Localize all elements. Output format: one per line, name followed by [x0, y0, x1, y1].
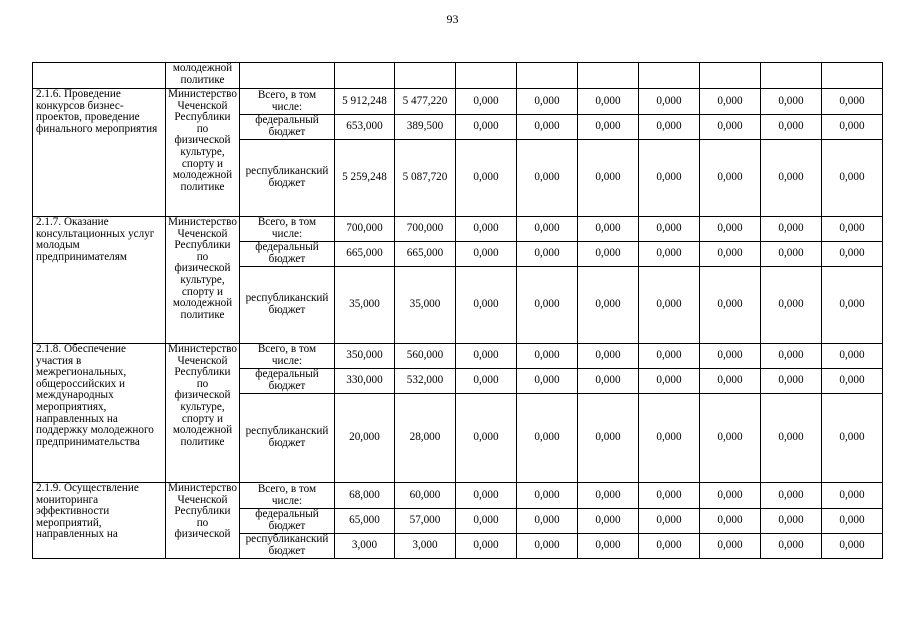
value-cell: 0,000 — [455, 267, 516, 344]
value-cell: 665,000 — [334, 242, 394, 267]
value-cell: 0,000 — [638, 509, 699, 534]
empty-cell — [760, 63, 821, 89]
funding-source-cell: республиканский бюджет — [239, 534, 334, 559]
value-cell: 0,000 — [699, 483, 760, 509]
value-cell: 0,000 — [821, 534, 882, 559]
value-cell: 0,000 — [516, 509, 577, 534]
value-cell: 0,000 — [455, 140, 516, 217]
empty-cell — [699, 63, 760, 89]
table-row — [33, 217, 883, 242]
value-cell: 0,000 — [638, 344, 699, 369]
value-cell: 0,000 — [577, 140, 638, 217]
value-cell: 665,000 — [394, 242, 455, 267]
value-cell: 0,000 — [516, 483, 577, 509]
table-row — [33, 344, 883, 369]
value-cell: 0,000 — [516, 89, 577, 115]
empty-cell — [455, 63, 516, 89]
funding-source-cell: федеральный бюджет — [239, 242, 334, 267]
value-cell: 0,000 — [577, 242, 638, 267]
empty-cell — [638, 63, 699, 89]
value-cell: 60,000 — [394, 483, 455, 509]
value-cell: 0,000 — [760, 394, 821, 483]
value-cell: 700,000 — [334, 217, 394, 242]
value-cell: 330,000 — [334, 369, 394, 394]
empty-cell — [821, 63, 882, 89]
value-cell: 0,000 — [455, 115, 516, 140]
value-cell: 0,000 — [638, 394, 699, 483]
activity-cell: 2.1.6. Проведение конкурсов бизнес-проектов, проведение финального мероприятия — [33, 89, 166, 217]
empty-cell — [516, 63, 577, 89]
value-cell: 5 087,720 — [394, 140, 455, 217]
funding-source-cell: республиканский бюджет — [239, 140, 334, 217]
value-cell: 0,000 — [516, 394, 577, 483]
executor-cell: Министерство Чеченской Республики по физической культуре, спорту и молодежной политике — [166, 344, 240, 483]
value-cell: 0,000 — [699, 369, 760, 394]
value-cell: 0,000 — [699, 115, 760, 140]
value-cell: 0,000 — [821, 483, 882, 509]
funding-source-cell: Всего, в том числе: — [239, 89, 334, 115]
empty-cell — [239, 63, 334, 89]
value-cell: 0,000 — [760, 217, 821, 242]
value-cell: 0,000 — [516, 217, 577, 242]
value-cell: 0,000 — [577, 509, 638, 534]
funding-source-cell: федеральный бюджет — [239, 115, 334, 140]
value-cell: 0,000 — [455, 534, 516, 559]
value-cell: 0,000 — [455, 242, 516, 267]
value-cell: 0,000 — [638, 534, 699, 559]
value-cell: 532,000 — [394, 369, 455, 394]
value-cell: 0,000 — [455, 509, 516, 534]
executor-cell: Министерство Чеченской Республики по физической культуре, спорту и молодежной политике — [166, 217, 240, 344]
value-cell: 0,000 — [638, 89, 699, 115]
value-cell: 0,000 — [455, 217, 516, 242]
value-cell: 0,000 — [638, 369, 699, 394]
value-cell: 0,000 — [516, 242, 577, 267]
value-cell: 0,000 — [760, 369, 821, 394]
value-cell: 0,000 — [821, 115, 882, 140]
activity-cell — [33, 63, 166, 89]
value-cell: 68,000 — [334, 483, 394, 509]
value-cell: 0,000 — [821, 217, 882, 242]
value-cell: 0,000 — [638, 217, 699, 242]
value-cell: 389,500 — [394, 115, 455, 140]
value-cell: 0,000 — [516, 115, 577, 140]
table-row-continuation — [33, 63, 883, 89]
empty-cell — [334, 63, 394, 89]
value-cell: 20,000 — [334, 394, 394, 483]
value-cell: 0,000 — [455, 344, 516, 369]
value-cell: 0,000 — [577, 89, 638, 115]
value-cell: 0,000 — [638, 115, 699, 140]
executor-cell: Министерство Чеченской Республики по физической — [166, 483, 240, 559]
value-cell: 0,000 — [516, 369, 577, 394]
funding-source-cell: федеральный бюджет — [239, 369, 334, 394]
value-cell: 0,000 — [699, 344, 760, 369]
value-cell: 0,000 — [699, 217, 760, 242]
value-cell: 0,000 — [516, 534, 577, 559]
value-cell: 0,000 — [760, 242, 821, 267]
value-cell: 0,000 — [699, 534, 760, 559]
value-cell: 0,000 — [821, 242, 882, 267]
value-cell: 0,000 — [577, 369, 638, 394]
value-cell: 0,000 — [821, 394, 882, 483]
value-cell: 0,000 — [638, 483, 699, 509]
funding-source-cell: республиканский бюджет — [239, 267, 334, 344]
executor-cell: молодежной политике — [166, 63, 240, 89]
value-cell: 5 477,220 — [394, 89, 455, 115]
value-cell: 700,000 — [394, 217, 455, 242]
value-cell: 3,000 — [394, 534, 455, 559]
value-cell: 0,000 — [577, 534, 638, 559]
value-cell: 0,000 — [455, 369, 516, 394]
value-cell: 0,000 — [760, 89, 821, 115]
table-row — [33, 483, 883, 509]
value-cell: 5 259,248 — [334, 140, 394, 217]
value-cell: 0,000 — [760, 115, 821, 140]
activity-cell: 2.1.7. Оказание консультационных услуг молодым предпринимателям — [33, 217, 166, 344]
activity-cell: 2.1.8. Обеспечение участия в межрегиональных, общероссийских и международных мероприятиях, направленных на поддержку молодежного предпринимательства — [33, 344, 166, 483]
value-cell: 0,000 — [455, 89, 516, 115]
value-cell: 0,000 — [699, 89, 760, 115]
value-cell: 0,000 — [516, 344, 577, 369]
value-cell: 0,000 — [821, 369, 882, 394]
value-cell: 0,000 — [577, 217, 638, 242]
empty-cell — [577, 63, 638, 89]
value-cell: 0,000 — [760, 140, 821, 217]
value-cell: 0,000 — [760, 267, 821, 344]
value-cell: 0,000 — [577, 394, 638, 483]
table-row — [33, 89, 883, 115]
value-cell: 28,000 — [394, 394, 455, 483]
value-cell: 0,000 — [455, 394, 516, 483]
empty-cell — [394, 63, 455, 89]
value-cell: 0,000 — [699, 509, 760, 534]
funding-source-cell: Всего, в том числе: — [239, 483, 334, 509]
value-cell: 0,000 — [760, 483, 821, 509]
value-cell: 560,000 — [394, 344, 455, 369]
budget-table — [32, 62, 883, 559]
value-cell: 0,000 — [577, 483, 638, 509]
funding-source-cell: Всего, в том числе: — [239, 344, 334, 369]
value-cell: 0,000 — [699, 394, 760, 483]
value-cell: 35,000 — [394, 267, 455, 344]
activity-cell: 2.1.9. Осуществление мониторинга эффективности мероприятий, направленных на — [33, 483, 166, 559]
value-cell: 35,000 — [334, 267, 394, 344]
value-cell: 0,000 — [821, 89, 882, 115]
value-cell: 0,000 — [638, 267, 699, 344]
funding-source-cell: республиканский бюджет — [239, 394, 334, 483]
value-cell: 5 912,248 — [334, 89, 394, 115]
executor-cell: Министерство Чеченской Республики по физической культуре, спорту и молодежной политике — [166, 89, 240, 217]
value-cell: 0,000 — [516, 267, 577, 344]
value-cell: 65,000 — [334, 509, 394, 534]
value-cell: 350,000 — [334, 344, 394, 369]
value-cell: 0,000 — [821, 344, 882, 369]
value-cell: 0,000 — [577, 344, 638, 369]
value-cell: 0,000 — [821, 140, 882, 217]
funding-source-cell: федеральный бюджет — [239, 509, 334, 534]
value-cell: 653,000 — [334, 115, 394, 140]
value-cell: 0,000 — [699, 140, 760, 217]
value-cell: 0,000 — [821, 509, 882, 534]
value-cell: 0,000 — [638, 242, 699, 267]
value-cell: 0,000 — [638, 140, 699, 217]
value-cell: 0,000 — [577, 115, 638, 140]
value-cell: 0,000 — [699, 267, 760, 344]
funding-source-cell: Всего, в том числе: — [239, 217, 334, 242]
value-cell: 0,000 — [760, 509, 821, 534]
value-cell: 3,000 — [334, 534, 394, 559]
value-cell: 0,000 — [699, 242, 760, 267]
value-cell: 0,000 — [821, 267, 882, 344]
value-cell: 0,000 — [455, 483, 516, 509]
value-cell: 0,000 — [577, 267, 638, 344]
value-cell: 0,000 — [760, 344, 821, 369]
value-cell: 0,000 — [516, 140, 577, 217]
value-cell: 57,000 — [394, 509, 455, 534]
value-cell: 0,000 — [760, 534, 821, 559]
page-number: 93 — [446, 12, 459, 26]
